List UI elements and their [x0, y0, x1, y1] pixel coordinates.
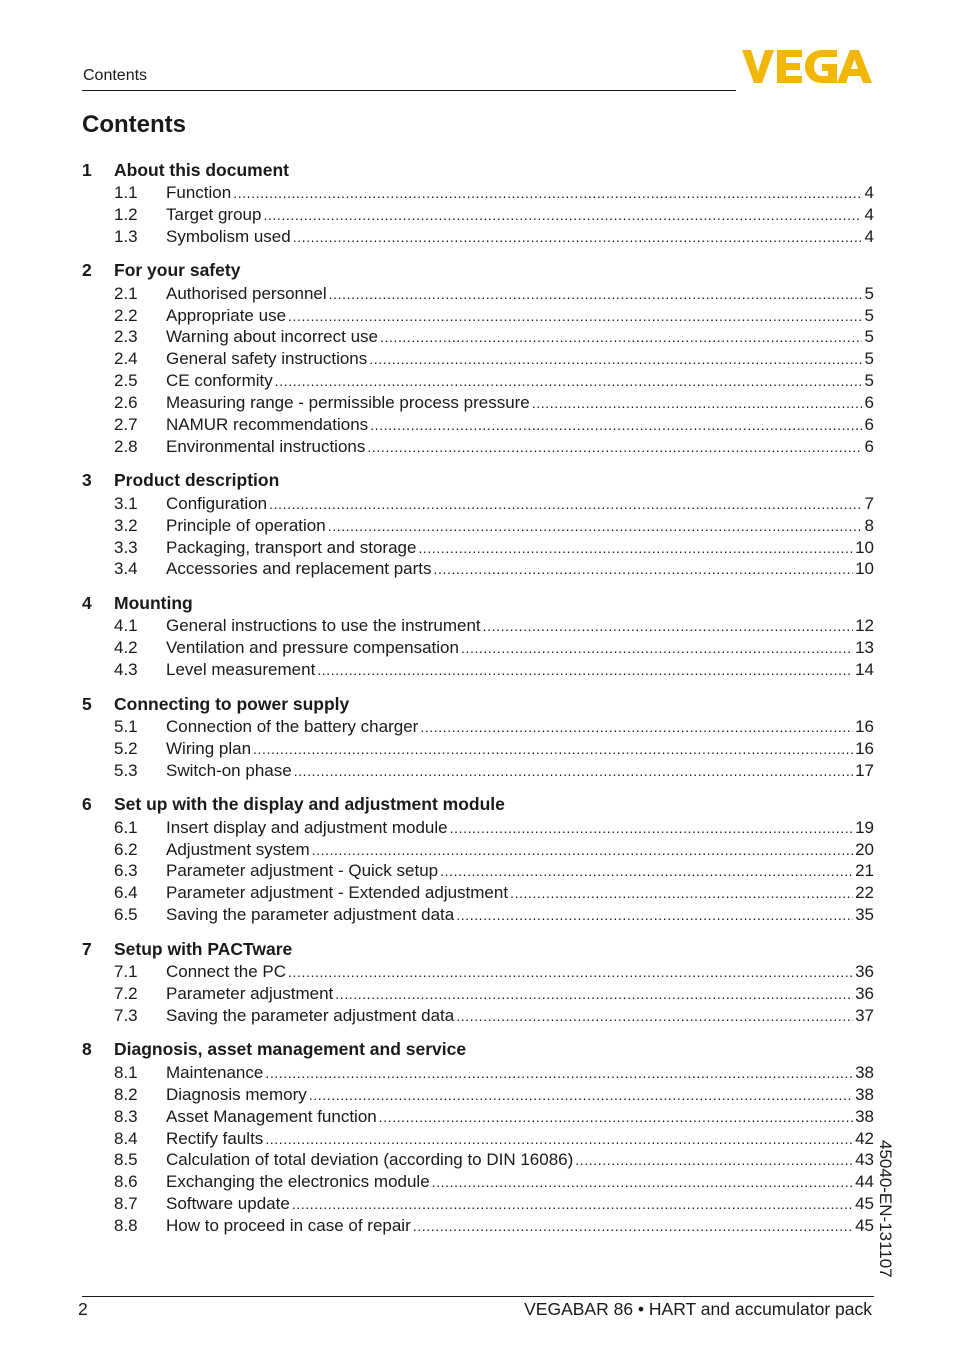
entry-number: 1.1: [114, 183, 138, 202]
entry-number: 2.5: [114, 371, 138, 391]
toc-section-heading[interactable]: [82, 793, 874, 817]
entry-number: 6.4: [114, 883, 138, 903]
section-number: 1: [82, 159, 92, 180]
entry-title: Parameter adjustment: [166, 984, 334, 1004]
toc-entry[interactable]: [82, 615, 874, 637]
toc-section-heading[interactable]: [82, 692, 874, 716]
entry-number: 8.3: [114, 1106, 138, 1126]
toc-section-heading[interactable]: [82, 937, 874, 961]
dot-leader: [450, 817, 853, 840]
entry-title: General instructions to use the instrument: [166, 616, 481, 636]
dot-leader: [335, 983, 853, 1006]
section-title: Set up with the display and adjustment module: [114, 794, 505, 815]
entry-page-number: 14: [855, 660, 874, 680]
dot-leader: [532, 392, 862, 415]
toc-section: [82, 259, 874, 458]
dot-leader: [269, 493, 862, 516]
entry-number: 6.2: [114, 839, 138, 859]
dot-leader: [369, 348, 862, 371]
entry-number: 8.5: [114, 1150, 138, 1170]
entry-number: 8.7: [114, 1194, 138, 1214]
dot-leader: [312, 839, 853, 862]
entry-title: Connect the PC: [166, 962, 287, 982]
entry-title: Calculation of total deviation (according to DIN 16086): [166, 1150, 574, 1170]
entry-title: Symbolism used: [166, 226, 291, 246]
toc-entry[interactable]: [82, 283, 874, 305]
entry-number: 2.2: [114, 305, 138, 325]
dot-leader: [265, 1128, 853, 1151]
dot-leader: [413, 1215, 853, 1238]
toc-section-heading[interactable]: [82, 469, 874, 493]
entry-number: 4.1: [114, 616, 138, 636]
entry-page-number: 45: [855, 1194, 874, 1214]
toc-entry[interactable]: [82, 1106, 874, 1128]
entry-page-number: 4: [864, 204, 874, 224]
entry-number: 3.2: [114, 515, 138, 535]
entry-page-number: 35: [855, 905, 874, 925]
entry-number: 6.5: [114, 905, 138, 925]
entry-number: 4.2: [114, 638, 138, 658]
entry-title: Connection of the battery charger: [166, 717, 419, 737]
toc-entry[interactable]: [82, 493, 874, 515]
entry-number: 1.3: [114, 226, 138, 246]
entry-number: 1.2: [114, 204, 138, 224]
entry-title: Diagnosis memory: [166, 1084, 307, 1104]
entry-title: Packaging, transport and storage: [166, 537, 417, 557]
entry-page-number: 13: [855, 638, 874, 658]
entry-number: 2.8: [114, 436, 138, 456]
entry-page-number: 6: [864, 393, 874, 413]
entry-page-number: 21: [855, 861, 874, 881]
toc-entry[interactable]: [82, 983, 874, 1005]
toc-entry[interactable]: [82, 860, 874, 882]
toc-entry[interactable]: [82, 326, 874, 348]
entry-title: Wiring plan: [166, 738, 252, 758]
entry-number: 6.3: [114, 861, 138, 881]
toc-entry[interactable]: [82, 1149, 874, 1171]
dot-leader: [328, 515, 862, 538]
section-number: 5: [82, 693, 92, 714]
page-title: Contents: [82, 111, 186, 138]
entry-title: How to proceed in case of repair: [166, 1216, 411, 1236]
section-number: 4: [82, 592, 92, 613]
entry-page-number: 36: [855, 984, 874, 1004]
entry-number: 2.3: [114, 327, 138, 347]
toc-entry[interactable]: [82, 392, 874, 414]
toc-entry[interactable]: [82, 817, 874, 839]
footer-document-title: VEGABAR 86 • HART and accumulator pack: [524, 1299, 872, 1319]
entry-page-number: 38: [855, 1084, 874, 1104]
toc-section-heading[interactable]: [82, 259, 874, 283]
toc-entry[interactable]: [82, 515, 874, 537]
entry-page-number: 43: [855, 1150, 874, 1170]
entry-title: Rectify faults: [166, 1128, 264, 1148]
section-title: Product description: [114, 470, 280, 491]
entry-page-number: 12: [855, 616, 874, 636]
entry-page-number: 20: [855, 839, 874, 859]
dot-leader: [294, 760, 853, 783]
dot-leader: [309, 1084, 853, 1107]
section-title: Mounting: [114, 592, 193, 613]
dot-leader: [510, 882, 853, 905]
toc-entry[interactable]: [82, 1084, 874, 1106]
running-header: Contents: [83, 67, 148, 84]
entry-page-number: 10: [855, 537, 874, 557]
entry-title: Maintenance: [166, 1062, 264, 1082]
toc-section-heading[interactable]: [82, 591, 874, 615]
toc-entry[interactable]: [82, 226, 874, 248]
entry-page-number: 38: [855, 1062, 874, 1082]
dot-leader: [432, 1171, 853, 1194]
entry-page-number: 10: [855, 559, 874, 579]
dot-leader: [418, 537, 853, 560]
entry-page-number: 5: [864, 349, 874, 369]
toc-entry[interactable]: [82, 370, 874, 392]
entry-number: 2.6: [114, 393, 138, 413]
toc-section: [82, 793, 874, 926]
toc-entry[interactable]: [82, 182, 874, 204]
entry-title: Software update: [166, 1194, 290, 1214]
section-title: For your safety: [114, 260, 241, 281]
dot-leader: [483, 615, 853, 638]
toc-entry[interactable]: [82, 637, 874, 659]
entry-page-number: 19: [855, 817, 874, 837]
dot-leader: [461, 637, 853, 660]
entry-title: Environmental instructions: [166, 436, 366, 456]
entry-page-number: 36: [855, 962, 874, 982]
entry-page-number: 6: [864, 415, 874, 435]
entry-number: 5.1: [114, 717, 138, 737]
entry-number: 2.4: [114, 349, 138, 369]
entry-title: Asset Management function: [166, 1106, 377, 1126]
toc-entry[interactable]: [82, 1128, 874, 1150]
entry-page-number: 42: [855, 1128, 874, 1148]
entry-page-number: 37: [855, 1005, 874, 1025]
toc-entry[interactable]: [82, 436, 874, 458]
toc-entry[interactable]: [82, 414, 874, 436]
dot-leader: [263, 204, 862, 227]
entry-page-number: 6: [864, 436, 874, 456]
entry-page-number: 5: [864, 327, 874, 347]
toc-entry[interactable]: [82, 716, 874, 738]
toc-entry[interactable]: [82, 1171, 874, 1193]
toc-section: [82, 158, 874, 248]
dot-leader: [370, 414, 862, 437]
entry-number: 6.1: [114, 817, 138, 837]
entry-title: NAMUR recommendations: [166, 415, 369, 435]
dot-leader: [440, 860, 853, 883]
footer-rule: [82, 1296, 874, 1297]
dot-leader: [575, 1149, 853, 1172]
toc-entry[interactable]: [82, 558, 874, 580]
entry-number: 5.2: [114, 738, 138, 758]
entry-page-number: 22: [855, 883, 874, 903]
section-number: 7: [82, 938, 92, 959]
toc-entry[interactable]: [82, 204, 874, 226]
toc-entry[interactable]: [82, 659, 874, 681]
entry-title: General safety instructions: [166, 349, 368, 369]
toc-entry[interactable]: [82, 738, 874, 760]
entry-number: 8.2: [114, 1084, 138, 1104]
entry-number: 8.4: [114, 1128, 138, 1148]
dot-leader: [292, 1193, 853, 1216]
entry-number: 3.1: [114, 493, 138, 513]
section-number: 3: [82, 470, 92, 491]
entry-page-number: 16: [855, 738, 874, 758]
dot-leader: [367, 436, 862, 459]
section-title: About this document: [114, 159, 289, 180]
table-of-contents: [82, 158, 874, 1248]
toc-section: [82, 1038, 874, 1237]
entry-title: CE conformity: [166, 371, 273, 391]
entry-number: 2.1: [114, 283, 138, 303]
dot-leader: [329, 283, 862, 306]
vega-logo: [742, 50, 872, 84]
entry-page-number: 8: [864, 515, 874, 535]
entry-number: 7.2: [114, 984, 138, 1004]
dot-leader: [434, 558, 854, 581]
dot-leader: [380, 326, 862, 349]
entry-page-number: 5: [864, 283, 874, 303]
dot-leader: [275, 370, 862, 393]
entry-title: Switch-on phase: [166, 760, 292, 780]
dot-leader: [379, 1106, 853, 1129]
entry-number: 4.3: [114, 660, 138, 680]
toc-entry[interactable]: [82, 904, 874, 926]
entry-title: Saving the parameter adjustment data: [166, 1005, 455, 1025]
entry-title: Level measurement: [166, 660, 316, 680]
entry-number: 8.8: [114, 1216, 138, 1236]
entry-title: Configuration: [166, 493, 268, 513]
entry-page-number: 17: [855, 760, 874, 780]
entry-number: 5.3: [114, 760, 138, 780]
section-number: 8: [82, 1039, 92, 1060]
entry-title: Accessories and replacement parts: [166, 559, 432, 579]
entry-number: 7.3: [114, 1005, 138, 1025]
entry-number: 3.4: [114, 559, 138, 579]
entry-title: Warning about incorrect use: [166, 327, 378, 347]
entry-title: Parameter adjustment - Quick setup: [166, 861, 439, 881]
section-title: Connecting to power supply: [114, 693, 350, 714]
entry-number: 3.3: [114, 537, 138, 557]
section-title: Setup with PACTware: [114, 938, 293, 959]
section-number: 2: [82, 260, 92, 281]
toc-entry[interactable]: [82, 1215, 874, 1237]
entry-title: Function: [166, 183, 232, 202]
entry-title: Authorised personnel: [166, 283, 327, 303]
toc-entry[interactable]: [82, 882, 874, 904]
entry-title: Measuring range - permissible process pressure: [166, 393, 530, 413]
entry-page-number: 5: [864, 371, 874, 391]
entry-page-number: 45: [855, 1216, 874, 1236]
entry-number: 2.7: [114, 415, 138, 435]
dot-leader: [288, 961, 853, 984]
entry-title: Saving the parameter adjustment data: [166, 905, 455, 925]
entry-title: Parameter adjustment - Extended adjustment: [166, 883, 509, 903]
section-number: 6: [82, 794, 92, 815]
dot-leader: [233, 182, 862, 205]
entry-page-number: 7: [864, 493, 874, 513]
document-id: 45040-EN-131107: [876, 1140, 895, 1278]
toc-section-heading[interactable]: [82, 1038, 874, 1062]
entry-number: 8.6: [114, 1172, 138, 1192]
dot-leader: [456, 904, 853, 927]
dot-leader: [420, 716, 853, 739]
toc-entry[interactable]: [82, 760, 874, 782]
dot-leader: [293, 226, 862, 249]
toc-section: [82, 937, 874, 1027]
toc-entry[interactable]: [82, 1005, 874, 1027]
toc-section: [82, 591, 874, 681]
entry-title: Principle of operation: [166, 515, 326, 535]
dot-leader: [253, 738, 853, 761]
entry-page-number: 4: [864, 183, 874, 202]
entry-page-number: 44: [855, 1172, 874, 1192]
footer-page-number: 2: [78, 1299, 88, 1319]
toc-section: [82, 469, 874, 581]
entry-page-number: 38: [855, 1106, 874, 1126]
toc-entry[interactable]: [82, 348, 874, 370]
dot-leader: [288, 305, 862, 328]
toc-section-heading[interactable]: [82, 158, 874, 182]
dot-leader: [456, 1005, 853, 1028]
toc-entry[interactable]: [82, 1062, 874, 1084]
entry-number: 8.1: [114, 1062, 138, 1082]
entry-title: Insert display and adjustment module: [166, 817, 448, 837]
entry-page-number: 4: [864, 226, 874, 246]
entry-title: Adjustment system: [166, 839, 310, 859]
toc-entry[interactable]: [82, 1193, 874, 1215]
toc-entry[interactable]: [82, 961, 874, 983]
entry-page-number: 16: [855, 717, 874, 737]
header-rule: [82, 90, 736, 91]
entry-number: 7.1: [114, 962, 138, 982]
toc-entry[interactable]: [82, 305, 874, 327]
entry-title: Target group: [166, 204, 262, 224]
toc-entry[interactable]: [82, 537, 874, 559]
dot-leader: [317, 659, 853, 682]
toc-section: [82, 692, 874, 782]
dot-leader: [265, 1062, 853, 1085]
section-title: Diagnosis, asset management and service: [114, 1039, 467, 1060]
toc-entry[interactable]: [82, 839, 874, 861]
entry-page-number: 5: [864, 305, 874, 325]
entry-title: Exchanging the electronics module: [166, 1172, 430, 1192]
entry-title: Ventilation and pressure compensation: [166, 638, 459, 658]
entry-title: Appropriate use: [166, 305, 287, 325]
